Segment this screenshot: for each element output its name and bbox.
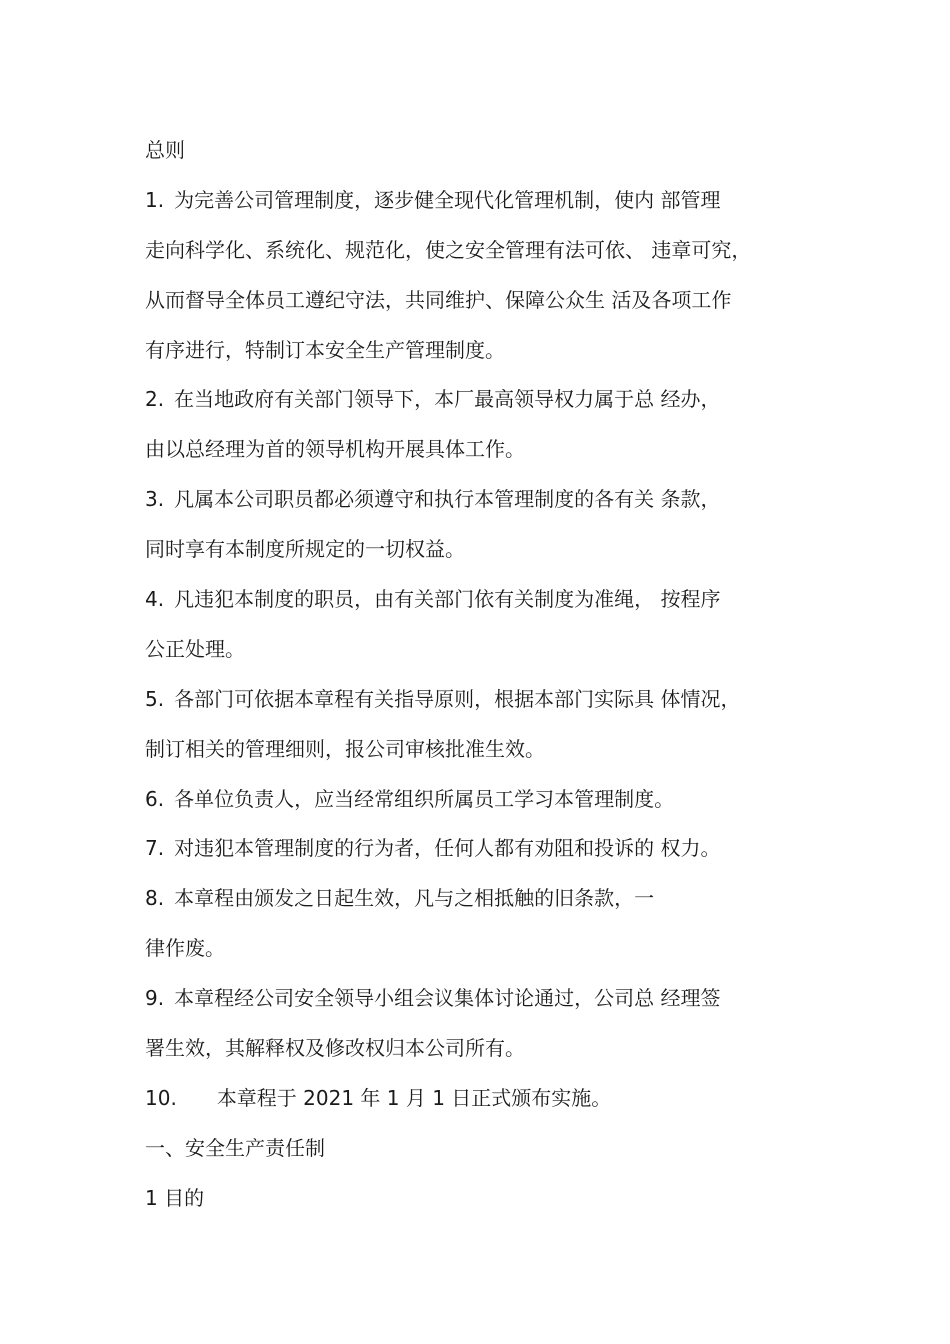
item-number: 10. — [145, 1085, 177, 1110]
paragraph-line — [145, 675, 835, 725]
line-text: 各单位负责人，应当经常组织所属员工学习本管理制度。 — [174, 786, 675, 811]
section-heading: 总则 — [145, 138, 185, 162]
item-number: 5. — [145, 686, 165, 711]
chapter-heading: 一、安全生产责任制 — [145, 1135, 325, 1160]
paragraph-line — [145, 375, 835, 425]
document-body — [145, 126, 835, 1224]
item-number: 1. — [145, 187, 165, 212]
paragraph-line: 同时享有本制度所规定的一切权益。 — [145, 537, 465, 562]
item-number: 9. — [145, 986, 165, 1011]
line-text: 在当地政府有关部门领导下，本厂最高领导权力属于总 经办， — [174, 387, 721, 412]
line-text: 本章程由颁发之日起生效，凡与之相抵触的旧条款，一 — [174, 886, 655, 911]
paragraph-line: 署生效，其解释权及修改权归本公司所有。 — [145, 1036, 525, 1061]
paragraph-line: 公正处理。 — [145, 636, 245, 661]
line-text: 凡违犯本制度的职员，由有关部门依有关制度为准绳， 按程序 — [174, 587, 721, 612]
line-text: 本章程于 2021 年 1 月 1 日正式颁布实施。 — [216, 1085, 612, 1110]
paragraph-line — [145, 974, 835, 1024]
paragraph-line — [145, 575, 835, 625]
paragraph-line: 律作废。 — [145, 936, 225, 961]
paragraph-line — [145, 824, 835, 874]
paragraph-line: 有序进行，特制订本安全生产管理制度。 — [145, 337, 505, 362]
line-text: 各部门可依据本章程有关指导原则，根据本部门实际具 体情况， — [174, 686, 741, 711]
item-number: 7. — [145, 836, 165, 861]
item-number: 3. — [145, 487, 165, 512]
paragraph-line — [145, 475, 835, 525]
paragraph-line — [145, 176, 835, 226]
paragraph-line: 走向科学化、系统化、规范化，使之安全管理有法可依、 违章可究， — [145, 237, 752, 262]
line-text: 对违犯本管理制度的行为者，任何人都有劝阻和投诉的 权力。 — [174, 836, 721, 861]
paragraph-line — [145, 1074, 835, 1124]
item-number: 6. — [145, 786, 165, 811]
item-number: 8. — [145, 886, 165, 911]
item-number: 4. — [145, 587, 165, 612]
paragraph-line: 从而督导全体员工遵纪守法，共同维护、保障公众生 活及各项工作 — [145, 287, 732, 312]
paragraph-line: 由以总经理为首的领导机构开展具体工作。 — [145, 437, 525, 462]
item-number: 2. — [145, 387, 165, 412]
line-text: 为完善公司管理制度，逐步健全现代化管理机制，使内 部管理 — [174, 187, 721, 212]
subsection-heading: 1 目的 — [145, 1185, 205, 1210]
line-text: 本章程经公司安全领导小组会议集体讨论通过，公司总 经理签 — [174, 986, 721, 1011]
paragraph-line — [145, 775, 835, 825]
paragraph-line: 制订相关的管理细则，报公司审核批准生效。 — [145, 736, 545, 761]
paragraph-line — [145, 874, 835, 924]
line-text: 凡属本公司职员都必须遵守和执行本管理制度的各有关 条款， — [174, 487, 721, 512]
